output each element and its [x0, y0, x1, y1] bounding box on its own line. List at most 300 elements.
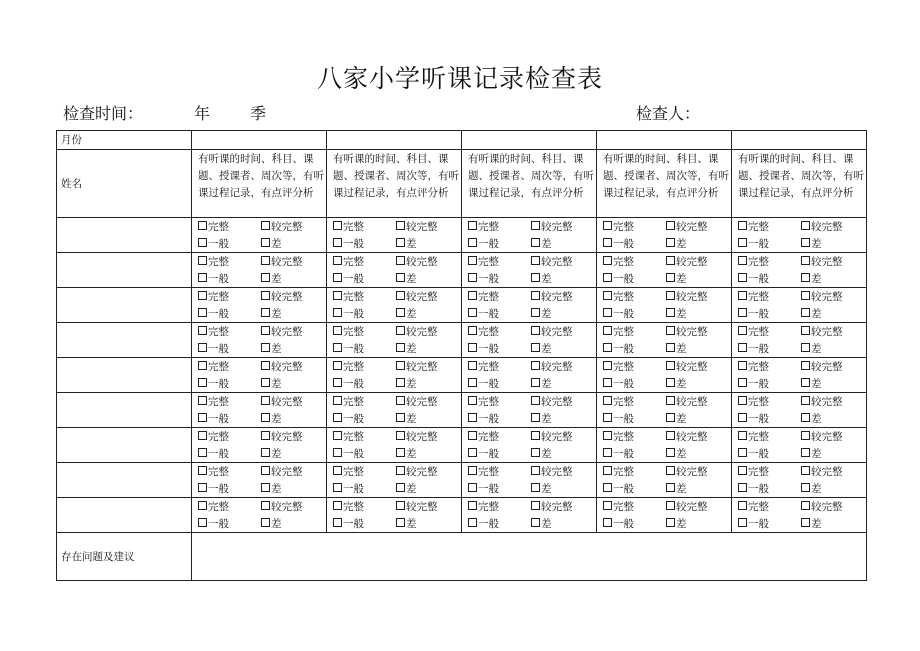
rating-option[interactable] [666, 236, 687, 253]
checkbox-icon[interactable] [396, 466, 405, 475]
rating-option[interactable] [801, 324, 843, 341]
checkbox-icon[interactable] [468, 378, 477, 387]
checkbox-icon[interactable] [531, 518, 540, 527]
checkbox-icon[interactable] [261, 378, 270, 387]
checkbox-icon[interactable] [468, 238, 477, 247]
rating-option[interactable] [333, 219, 364, 236]
checkbox-icon[interactable] [531, 291, 540, 300]
checkbox-icon[interactable] [198, 343, 207, 352]
teacher-name-cell[interactable] [57, 358, 192, 393]
rating-option[interactable] [468, 359, 499, 376]
rating-option[interactable] [261, 236, 282, 253]
checkbox-icon[interactable] [468, 273, 477, 282]
rating-option[interactable] [603, 306, 634, 323]
rating-option[interactable] [666, 219, 708, 236]
checkbox-icon[interactable] [801, 343, 810, 352]
rating-option[interactable] [468, 271, 499, 288]
checkbox-icon[interactable] [603, 448, 612, 457]
rating-option[interactable] [738, 411, 769, 428]
rating-option[interactable] [531, 289, 573, 306]
checkbox-icon[interactable] [666, 308, 675, 317]
checkbox-icon[interactable] [531, 378, 540, 387]
rating-option[interactable] [603, 481, 634, 498]
rating-option[interactable] [603, 499, 634, 516]
rating-option[interactable] [468, 236, 499, 253]
rating-option[interactable] [531, 306, 552, 323]
rating-option[interactable] [801, 359, 843, 376]
checkbox-icon[interactable] [396, 378, 405, 387]
rating-option[interactable] [396, 446, 417, 463]
rating-option[interactable] [801, 499, 843, 516]
rating-option[interactable] [198, 394, 229, 411]
checkbox-icon[interactable] [738, 396, 747, 405]
rating-option[interactable] [531, 254, 573, 271]
checkbox-icon[interactable] [261, 448, 270, 457]
rating-option[interactable] [801, 411, 822, 428]
rating-option[interactable] [396, 341, 417, 358]
rating-option[interactable] [801, 219, 843, 236]
checkbox-icon[interactable] [198, 448, 207, 457]
checkbox-icon[interactable] [468, 413, 477, 422]
checkbox-icon[interactable] [333, 326, 342, 335]
checkbox-icon[interactable] [738, 501, 747, 510]
checkbox-icon[interactable] [603, 413, 612, 422]
rating-option[interactable] [468, 429, 499, 446]
rating-option[interactable] [261, 446, 282, 463]
rating-option[interactable] [603, 429, 634, 446]
rating-option[interactable] [738, 376, 769, 393]
rating-option[interactable] [801, 394, 843, 411]
checkbox-icon[interactable] [603, 466, 612, 475]
rating-option[interactable] [738, 324, 769, 341]
rating-option[interactable] [666, 499, 708, 516]
checkbox-icon[interactable] [531, 466, 540, 475]
checkbox-icon[interactable] [396, 413, 405, 422]
checkbox-icon[interactable] [801, 326, 810, 335]
checkbox-icon[interactable] [531, 308, 540, 317]
checkbox-icon[interactable] [333, 483, 342, 492]
checkbox-icon[interactable] [198, 466, 207, 475]
checkbox-icon[interactable] [198, 518, 207, 527]
checkbox-icon[interactable] [333, 238, 342, 247]
rating-option[interactable] [333, 254, 364, 271]
rating-option[interactable] [531, 236, 552, 253]
teacher-name-cell[interactable] [57, 428, 192, 463]
rating-option[interactable] [261, 464, 303, 481]
checkbox-icon[interactable] [666, 256, 675, 265]
checkbox-icon[interactable] [468, 518, 477, 527]
checkbox-icon[interactable] [333, 518, 342, 527]
rating-option[interactable] [198, 376, 229, 393]
rating-option[interactable] [333, 271, 364, 288]
teacher-name-cell[interactable] [57, 288, 192, 323]
rating-option[interactable] [333, 341, 364, 358]
checkbox-icon[interactable] [531, 396, 540, 405]
teacher-name-cell[interactable] [57, 253, 192, 288]
rating-option[interactable] [531, 376, 552, 393]
rating-option[interactable] [198, 499, 229, 516]
checkbox-icon[interactable] [261, 396, 270, 405]
checkbox-icon[interactable] [603, 308, 612, 317]
checkbox-icon[interactable] [261, 343, 270, 352]
rating-option[interactable] [666, 516, 687, 533]
checkbox-icon[interactable] [801, 291, 810, 300]
rating-option[interactable] [666, 341, 687, 358]
checkbox-icon[interactable] [333, 378, 342, 387]
checkbox-icon[interactable] [198, 273, 207, 282]
rating-option[interactable] [603, 236, 634, 253]
checkbox-icon[interactable] [396, 518, 405, 527]
checkbox-icon[interactable] [396, 291, 405, 300]
rating-option[interactable] [396, 481, 417, 498]
checkbox-icon[interactable] [396, 273, 405, 282]
rating-option[interactable] [468, 254, 499, 271]
rating-option[interactable] [333, 289, 364, 306]
checkbox-icon[interactable] [468, 466, 477, 475]
rating-option[interactable] [198, 429, 229, 446]
rating-option[interactable] [333, 236, 364, 253]
rating-option[interactable] [333, 394, 364, 411]
teacher-name-cell[interactable] [57, 393, 192, 428]
rating-option[interactable] [738, 271, 769, 288]
checkbox-icon[interactable] [396, 343, 405, 352]
rating-option[interactable] [666, 446, 687, 463]
checkbox-icon[interactable] [801, 518, 810, 527]
checkbox-icon[interactable] [198, 431, 207, 440]
rating-option[interactable] [261, 411, 282, 428]
checkbox-icon[interactable] [801, 221, 810, 230]
rating-option[interactable] [198, 271, 229, 288]
checkbox-icon[interactable] [468, 396, 477, 405]
rating-option[interactable] [531, 499, 573, 516]
checkbox-icon[interactable] [801, 378, 810, 387]
checkbox-icon[interactable] [333, 396, 342, 405]
rating-option[interactable] [198, 481, 229, 498]
checkbox-icon[interactable] [738, 431, 747, 440]
rating-option[interactable] [531, 359, 573, 376]
checkbox-icon[interactable] [396, 326, 405, 335]
rating-option[interactable] [666, 376, 687, 393]
checkbox-icon[interactable] [333, 413, 342, 422]
rating-option[interactable] [396, 429, 438, 446]
rating-option[interactable] [603, 289, 634, 306]
rating-option[interactable] [801, 236, 822, 253]
rating-option[interactable] [261, 429, 303, 446]
rating-option[interactable] [468, 481, 499, 498]
checkbox-icon[interactable] [261, 273, 270, 282]
rating-option[interactable] [738, 481, 769, 498]
rating-option[interactable] [603, 324, 634, 341]
checkbox-icon[interactable] [738, 238, 747, 247]
checkbox-icon[interactable] [333, 221, 342, 230]
rating-option[interactable] [603, 254, 634, 271]
rating-option[interactable] [333, 376, 364, 393]
checkbox-icon[interactable] [468, 326, 477, 335]
checkbox-icon[interactable] [603, 483, 612, 492]
rating-option[interactable] [396, 254, 438, 271]
checkbox-icon[interactable] [531, 256, 540, 265]
checkbox-icon[interactable] [738, 518, 747, 527]
checkbox-icon[interactable] [666, 238, 675, 247]
rating-option[interactable] [603, 341, 634, 358]
rating-option[interactable] [261, 306, 282, 323]
rating-option[interactable] [198, 289, 229, 306]
checkbox-icon[interactable] [531, 343, 540, 352]
rating-option[interactable] [198, 219, 229, 236]
rating-option[interactable] [333, 359, 364, 376]
rating-option[interactable] [603, 464, 634, 481]
rating-option[interactable] [666, 429, 708, 446]
rating-option[interactable] [666, 306, 687, 323]
rating-option[interactable] [261, 289, 303, 306]
checkbox-icon[interactable] [468, 221, 477, 230]
rating-option[interactable] [333, 411, 364, 428]
rating-option[interactable] [198, 464, 229, 481]
checkbox-icon[interactable] [666, 396, 675, 405]
rating-option[interactable] [198, 341, 229, 358]
rating-option[interactable] [333, 324, 364, 341]
checkbox-icon[interactable] [333, 291, 342, 300]
rating-option[interactable] [396, 411, 417, 428]
rating-option[interactable] [396, 516, 417, 533]
rating-option[interactable] [738, 236, 769, 253]
rating-option[interactable] [468, 464, 499, 481]
checkbox-icon[interactable] [261, 431, 270, 440]
teacher-name-cell[interactable] [57, 498, 192, 533]
checkbox-icon[interactable] [801, 501, 810, 510]
checkbox-icon[interactable] [396, 256, 405, 265]
checkbox-icon[interactable] [801, 396, 810, 405]
checkbox-icon[interactable] [666, 413, 675, 422]
checkbox-icon[interactable] [603, 361, 612, 370]
checkbox-icon[interactable] [666, 361, 675, 370]
rating-option[interactable] [333, 429, 364, 446]
rating-option[interactable] [531, 271, 552, 288]
rating-option[interactable] [468, 516, 499, 533]
checkbox-icon[interactable] [801, 273, 810, 282]
checkbox-icon[interactable] [468, 343, 477, 352]
rating-option[interactable] [738, 306, 769, 323]
checkbox-icon[interactable] [738, 308, 747, 317]
teacher-name-cell[interactable] [57, 218, 192, 253]
checkbox-icon[interactable] [396, 483, 405, 492]
rating-option[interactable] [333, 446, 364, 463]
checkbox-icon[interactable] [603, 221, 612, 230]
checkbox-icon[interactable] [468, 501, 477, 510]
rating-option[interactable] [468, 289, 499, 306]
checkbox-icon[interactable] [333, 256, 342, 265]
rating-option[interactable] [666, 324, 708, 341]
checkbox-icon[interactable] [738, 291, 747, 300]
rating-option[interactable] [396, 289, 438, 306]
checkbox-icon[interactable] [396, 501, 405, 510]
checkbox-icon[interactable] [468, 483, 477, 492]
rating-option[interactable] [801, 306, 822, 323]
rating-option[interactable] [801, 254, 843, 271]
rating-option[interactable] [261, 359, 303, 376]
rating-option[interactable] [666, 271, 687, 288]
checkbox-icon[interactable] [801, 483, 810, 492]
checkbox-icon[interactable] [801, 431, 810, 440]
checkbox-icon[interactable] [738, 273, 747, 282]
rating-option[interactable] [738, 394, 769, 411]
checkbox-icon[interactable] [468, 361, 477, 370]
checkbox-icon[interactable] [396, 308, 405, 317]
checkbox-icon[interactable] [666, 518, 675, 527]
rating-option[interactable] [738, 499, 769, 516]
checkbox-icon[interactable] [261, 326, 270, 335]
checkbox-icon[interactable] [666, 501, 675, 510]
rating-option[interactable] [396, 499, 438, 516]
checkbox-icon[interactable] [531, 431, 540, 440]
rating-option[interactable] [738, 359, 769, 376]
checkbox-icon[interactable] [603, 291, 612, 300]
checkbox-icon[interactable] [333, 343, 342, 352]
rating-option[interactable] [396, 306, 417, 323]
checkbox-icon[interactable] [738, 221, 747, 230]
rating-option[interactable] [531, 341, 552, 358]
rating-option[interactable] [531, 324, 573, 341]
rating-option[interactable] [261, 499, 303, 516]
rating-option[interactable] [333, 306, 364, 323]
rating-option[interactable] [603, 446, 634, 463]
checkbox-icon[interactable] [261, 518, 270, 527]
rating-option[interactable] [468, 411, 499, 428]
checkbox-icon[interactable] [738, 343, 747, 352]
checkbox-icon[interactable] [603, 431, 612, 440]
checkbox-icon[interactable] [666, 448, 675, 457]
checkbox-icon[interactable] [603, 518, 612, 527]
rating-option[interactable] [198, 324, 229, 341]
checkbox-icon[interactable] [603, 396, 612, 405]
rating-option[interactable] [801, 446, 822, 463]
rating-option[interactable] [396, 219, 438, 236]
checkbox-icon[interactable] [468, 308, 477, 317]
checkbox-icon[interactable] [333, 273, 342, 282]
rating-option[interactable] [468, 341, 499, 358]
checkbox-icon[interactable] [801, 238, 810, 247]
checkbox-icon[interactable] [666, 378, 675, 387]
rating-option[interactable] [531, 429, 573, 446]
checkbox-icon[interactable] [261, 413, 270, 422]
checkbox-icon[interactable] [666, 273, 675, 282]
checkbox-icon[interactable] [333, 361, 342, 370]
checkbox-icon[interactable] [198, 361, 207, 370]
checkbox-icon[interactable] [531, 238, 540, 247]
checkbox-icon[interactable] [666, 291, 675, 300]
checkbox-icon[interactable] [198, 221, 207, 230]
rating-option[interactable] [603, 271, 634, 288]
rating-option[interactable] [396, 376, 417, 393]
rating-option[interactable] [198, 236, 229, 253]
rating-option[interactable] [468, 219, 499, 236]
checkbox-icon[interactable] [603, 326, 612, 335]
checkbox-icon[interactable] [261, 238, 270, 247]
rating-option[interactable] [738, 516, 769, 533]
checkbox-icon[interactable] [666, 483, 675, 492]
checkbox-icon[interactable] [603, 343, 612, 352]
rating-option[interactable] [531, 411, 552, 428]
checkbox-icon[interactable] [603, 273, 612, 282]
checkbox-icon[interactable] [198, 256, 207, 265]
checkbox-icon[interactable] [198, 291, 207, 300]
rating-option[interactable] [603, 411, 634, 428]
rating-option[interactable] [738, 219, 769, 236]
rating-option[interactable] [666, 411, 687, 428]
rating-option[interactable] [531, 394, 573, 411]
rating-option[interactable] [738, 429, 769, 446]
checkbox-icon[interactable] [333, 501, 342, 510]
rating-option[interactable] [261, 481, 282, 498]
rating-option[interactable] [801, 481, 822, 498]
checkbox-icon[interactable] [198, 378, 207, 387]
rating-option[interactable] [738, 254, 769, 271]
checkbox-icon[interactable] [801, 413, 810, 422]
rating-option[interactable] [261, 394, 303, 411]
rating-option[interactable] [603, 394, 634, 411]
rating-option[interactable] [801, 464, 843, 481]
rating-option[interactable] [468, 394, 499, 411]
checkbox-icon[interactable] [531, 221, 540, 230]
rating-option[interactable] [198, 254, 229, 271]
rating-option[interactable] [396, 359, 438, 376]
rating-option[interactable] [261, 324, 303, 341]
checkbox-icon[interactable] [603, 501, 612, 510]
checkbox-icon[interactable] [261, 483, 270, 492]
checkbox-icon[interactable] [603, 378, 612, 387]
rating-option[interactable] [261, 219, 303, 236]
rating-option[interactable] [198, 516, 229, 533]
rating-option[interactable] [666, 464, 708, 481]
checkbox-icon[interactable] [801, 308, 810, 317]
rating-option[interactable] [261, 254, 303, 271]
rating-option[interactable] [333, 464, 364, 481]
rating-option[interactable] [603, 219, 634, 236]
month-input-cell[interactable] [597, 131, 732, 150]
checkbox-icon[interactable] [396, 448, 405, 457]
checkbox-icon[interactable] [468, 256, 477, 265]
month-input-cell[interactable] [192, 131, 327, 150]
checkbox-icon[interactable] [333, 308, 342, 317]
checkbox-icon[interactable] [261, 256, 270, 265]
rating-option[interactable] [396, 464, 438, 481]
checkbox-icon[interactable] [261, 466, 270, 475]
checkbox-icon[interactable] [738, 413, 747, 422]
rating-option[interactable] [396, 236, 417, 253]
checkbox-icon[interactable] [531, 326, 540, 335]
checkbox-icon[interactable] [468, 431, 477, 440]
rating-option[interactable] [666, 481, 687, 498]
checkbox-icon[interactable] [261, 308, 270, 317]
rating-option[interactable] [531, 516, 552, 533]
rating-option[interactable] [666, 254, 708, 271]
rating-option[interactable] [801, 516, 822, 533]
rating-option[interactable] [666, 394, 708, 411]
checkbox-icon[interactable] [738, 466, 747, 475]
rating-option[interactable] [198, 306, 229, 323]
checkbox-icon[interactable] [801, 361, 810, 370]
rating-option[interactable] [666, 289, 708, 306]
month-input-cell[interactable] [732, 131, 867, 150]
rating-option[interactable] [468, 306, 499, 323]
checkbox-icon[interactable] [198, 501, 207, 510]
rating-option[interactable] [801, 289, 843, 306]
rating-option[interactable] [738, 341, 769, 358]
checkbox-icon[interactable] [531, 501, 540, 510]
checkbox-icon[interactable] [738, 256, 747, 265]
checkbox-icon[interactable] [396, 221, 405, 230]
rating-option[interactable] [198, 411, 229, 428]
